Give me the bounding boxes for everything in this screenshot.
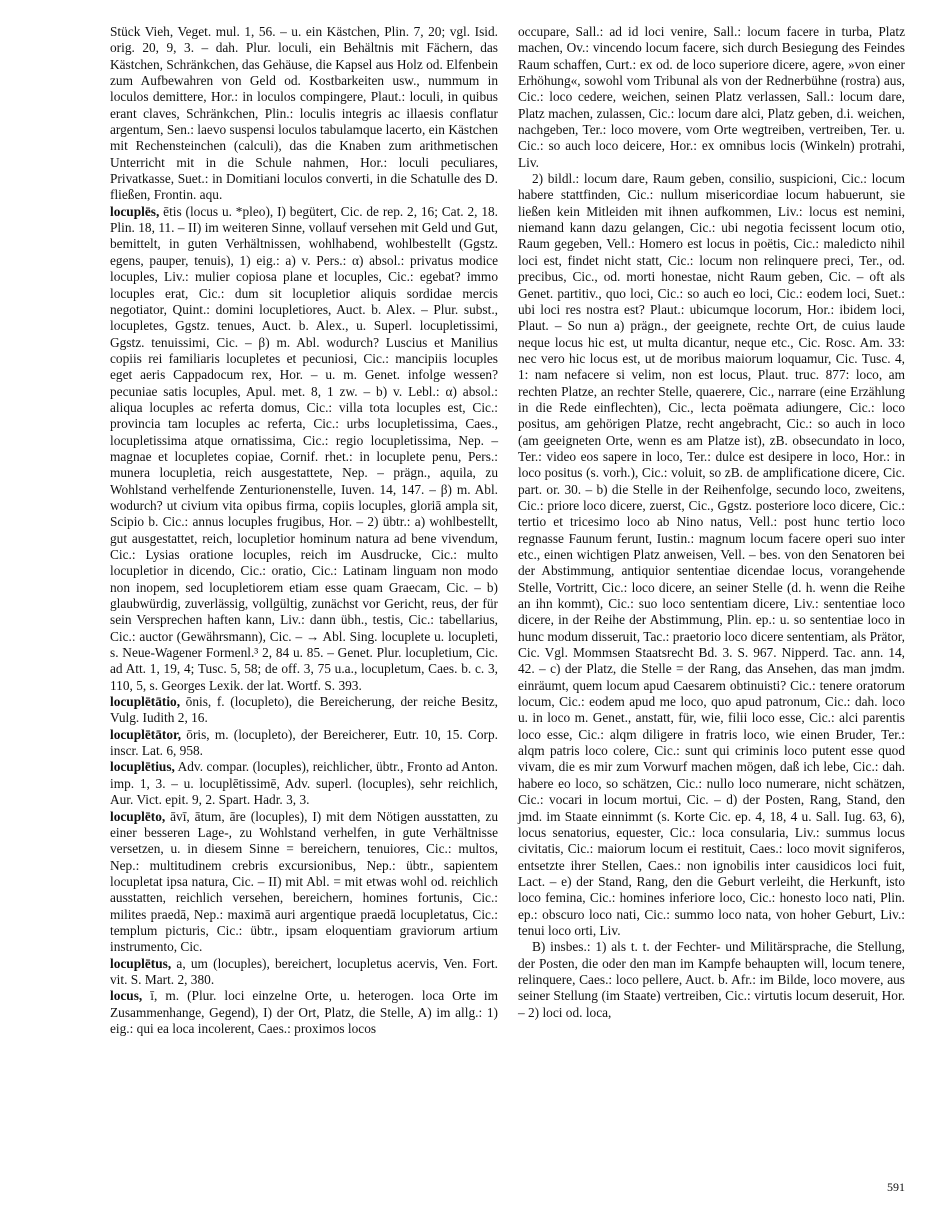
page-number: 591 [887, 1180, 905, 1194]
entry-text: B) insbes.: 1) als t. t. der Fechter- und Militärsprache, die Stellung, der Posten, die oder den man im Kampfe behaupten will, locum tenere, relinquere, Caes.: loco pellere, Auct. b. Afr.: im Bilde, loco movere, aus seiner Stellung (im Staate) vertreiben, Cic.: virtutis locum deseruit, Hor. – 2) loci od. loca, [518, 939, 905, 1020]
entry-locupletus [110, 956, 498, 989]
entry-text: 2) bildl.: locum dare, Raum geben, consilio, suspicioni, Cic.: locum habere stattfinden, Cic.: nullum misericordiae locum habuerunt, sie ließen kein Mitleiden mit ihnen aufkommen, Liv.: locus est nemini, niemand kann dazu gelangen, Cic.: ubi negotia fecissent locum otio, Raum gegeben, Vell.: Homero est locus in poëtis, Cic.: maledicto nihil loci est, findet nicht statt, Cic.: locum non relinquere preci, Ter., od. precibus, Cic., od. morti honestae, nicht Raum geben, Cic. – oft als Genet. partitiv., quo loci, Cic.: so auch eo loci, Cic.: eodem loci, Suet.: ubi loci res nostra est? Plaut.: ubicumque locorum, Hor.: ibidem loci, Plaut. – So nun a) prägn., der geeignete, rechte Ort, de cuius laude neque locus hic est, ut multa dicantur, neque etc., Cic. Rosc. Am. 33: nec vero hic locus est, ut de moribus maiorum loquamur, Cic. Tusc. 4, 1: nam nefacere si velim, non est locus, Plaut. truc. 877: loco, am rechten Platze, an rechter Stelle, quaerere, Cic., narrare (eine Erzählung in die Rede einflechten), Cic., lecta poëmata adiungere, Cic.: loco positus, am gehörigen Platze, recht angebracht, Cic.: so auch in loco (am geeigneten Orte, wenn es am Platze ist), zB. obsecundato in loco, Ter.: video eos sapere in loco, Ter.: dulce est desipere in loco, Hor.: in loco positus (s. vorh.), Cic.: voluit, so zB. de amplificatione dicere, Cic. part. or. 30. – b) die Stelle in der Reihenfolge, secundo loco, zweitens, Cic.: priore loco dicere, zuerst, Cic., Ggstz. posteriore loco dicere, Cic.: tertio et tricesimo loco ab Nino natus, Vell.: post hunc tertio loco regnasse Faunum ferunt, Iustin.: magnum locum facere operi suo inter etc., einen wichtigen Platz anweisen, Vell. – bes. von den Senatoren bei der Abstimmung, antiquior sententiae dicendae locus, vorangehende Stelle, Vortritt, Cic.: loco dicere, an seiner Stelle (d. h. wenn die Reihe an ihn kommt), Cic.: suo loco sententiam dicere, Liv.: sententiae loco dicere, in der Reihe der Abstimmung, Plin. ep.: u. so sententiae loco in hunc modum disseruit, Tac.: praetorio loco dicere sententiam, als Prätor, Cic. Vgl. Mommsen Staatsrecht Bd. 3. S. 967. Nipperd. Tac. ann. 14, 42. – c) der Platz, die Stelle = der Rang, das Ansehen, das man jmdm. einräumt, quem locum apud Caesarem obtinuisti? Cic.: tenere oratorum locum, Cic.: eodem apud me loco, quo apud patronum, Cic.: dah. loco u. in loco m. Genet., anstatt, für, wie, filii loco esse, Cic.: alci parentis loco esse, Cic.: alqm diligere in fratris loco, wie einen Bruder, Ter.: alqm patris loco colere, Cic.: sunt qui criminis loco putent esse quod vivam, die es mir zum Vorwurf machen mögen, daß ich lebe, Cic.: dah. habere eo loco, so schätzen, Cic.: nullo loco numerare, nicht schätzen, Cic.: vocari in locum mortui, Cic. – d) der Posten, Rang, Stand, den jmd. im Staate einnimmt (s. Korte Cic. ep. 4, 18, 4 u. Sall. Iug. 63, 6), locus senatorius, equester, Cic.: loca consularia, Liv.: summus locus civitatis, Cic.: maiorum locum ei restituit, Caes.: loco movit signiferos, entsetzte ihrer Stellen, Caes.: non ignobilis inter causidicos loci fuit, Lact. – e) der Stand, Rang, den die Geburt verleiht, die Herkunft, isto loco femina, Cic.: homines inferiore loco, Cic.: honesto loco nati, Plin. ep.: obscuro loco nati, Cic.: summo loco nata, von hoher Geburt, Liv.: tenui loco orti, Liv. [518, 171, 905, 938]
entry-text: Adv. compar. (locuples), reichlicher, übtr., Fronto ad Anton. imp. 1, 3. – u. locuplētissimē, Adv. superl. (locuples), sehr reichlich, Aur. Vict. epit. 9, 2. Spart. Hadr. 3, 3. [110, 759, 498, 808]
entry-headword: locuplētius, [110, 759, 175, 775]
entry-headword: locuplētus, [110, 955, 172, 971]
entry-loculus-continued [110, 24, 498, 204]
entry-text: a, um (locuples), bereichert, locupletus acervis, Ven. Fort. vit. S. Mart. 2, 380. [110, 955, 498, 987]
entry-locupleto [110, 809, 498, 956]
entry-locus-continued-3 [518, 939, 905, 1021]
left-column [110, 24, 498, 1037]
right-column [518, 24, 905, 1021]
entry-text: Stück Vieh, Veget. mul. 1, 56. – u. ein Kästchen, Plin. 7, 20; vgl. Isid. orig. 20, 9, 3. – dah. Plur. loculi, ein Behältnis mit Fächern, das Kästchen, Schränkchen, das Gehäuse, die Kapsel aus Holz od. Elfenbein zum Aufbewahren von Geld od. Kostbarkeiten usw., nummum in loculos demittere, Hor.: in loculos compingere, Plaut.: loculi, in quibus erant claves, Schränkchen, Plin.: loculis integris ac illaesis conflatur argentum, Sen.: laevo suspensi loculos tabulamque lacerto, ein Kästchen mit Rechensteinchen (calculi), das die Knaben zum arithmetischen Unterricht mit in die Schule nahmen, Hor.: loculi peculiares, Privatkasse, Suet.: in Domitiani loculos converti, in die Schatulle des D. fließen, Frontin. aqu. [110, 24, 498, 203]
entry-headword: locuplētātio, [110, 694, 181, 710]
entry-text: ōris, m. (locupleto), der Bereicherer, Eutr. 10, 15. Corp. inscr. Lat. 6, 958. [110, 726, 498, 759]
entry-locus-continued-1 [518, 24, 905, 171]
entry-locupletius [110, 759, 498, 808]
entry-locuples [110, 204, 498, 694]
entry-headword: locuplēto, [110, 808, 166, 824]
entry-text: ētis (locus u. *pleo), I) begütert, Cic. de rep. 2, 16; Cat. 2, 18. Plin. 18, 11. – II) im weiteren Sinne, vollauf versehen mit Geld und Gut, bemittelt, in guten Verhältnissen, wohlhabend, wohlbestellt (Ggstz. egens, pauper, tenuis), 1) eig.: a) v. Pers.: α) absol.: privatus modice locuples, Liv.: mulier copiosa plane et locuples, Cic.: egebat? immo locuples erat, Cic.: dum sit locupletior aliquis sordidae mercis negotiator, Quint.: domini locupletiores, Auct. b. Alex. – Plur. subst., locupletes, Ggstz. tenues, Auct. b. Alex., u. Superl. locupletissimi, Ggstz. tenuissimi, Cic. – β) m. Abl. wodurch? Luscius et Manilius copiis rei familiaris locupletes et pecuniosi, Cic.: mancipiis locuples eget aeris Cappadocum rex, Hor. – u. m. Genet. infolge wessen? pecuniae satis locuples, Apul. met. 8, 1 zw. – b) v. Lebl.: α) absol.: aliqua locuples ac referta domus, Cic.: villa tota locuples est, Cic.: provincia tam locuples ac referta, Cic.: urbs locupletissima, Caes., locupletissima atque ornatissima, Cic.: regio locupletissima, Nep. – magnae et locupletes copiae, Cornif. rhet.: in locuplete penu, Pers.: munera locupletia, reich ausgestattete, Nep. – prägn., aquila, zu Wohlstand verhelfende Zenturionenstelle, Iuven. 14, 147. – β) m. Abl. wodurch? ut civium vita opibus firma, copiis locuples, gloriā ampla sit, Scipio b. Cic.: annus locuples frugibus, Hor. – 2) übtr.: a) wohlbestellt, gut ausgestattet, reich, locupletior hominum natura ad bene vivendum, Cic.: Lysias oratione locuples, reich im Ausdrucke, Cic.: multo locupletior in dicendo, Cic.: oratio, Cic.: Latinam linguam non modo non inopem, sed locupletiorem etiam esse quam Graecam, Cic. – b) glaubwürdig, zuverlässig, vollgültig, zunächst vor Gericht, reus, der für sein Versprechen haften kann, Liv.: dann übh., testis, Cic.: tabellarius, Cic.: auctor (Gewährsmann), Cic. – → Abl. Sing. locuplete u. locupleti, s. Neue-Wagener Formenl.³ 2, 84 u. 85. – Genet. Plur. locupletium, Cic. ad Att. 1, 19, 4; Tusc. 5, 58; de off. 3, 75 u.a., locupletum, Caes. b. c. 3, 110, 5, s. Georges Lexik. der lat. Wortf. S. 393. [110, 203, 498, 693]
entry-headword: locuplēs, [110, 203, 160, 219]
entry-locupletator [110, 727, 498, 760]
entry-text: āvī, ātum, āre (locuples), I) mit dem Nötigen ausstatten, zu einer besseren Lage-, zu Wohlstand verhelfen, in gute Verhältnisse versetzen, u. in diesem Sinne = bereichern, tenuiores, Cic.: multos, Nep.: multitudinem crebris excursionibus, Nep.: übtr., sapientem locupletat ipsa natura, Cic. – II) mit Abl. = mit etwas wohl od. reichlich ausstatten, reichlich versehen, bereichern, homines fortunis, Cic.: milites praedā, Nep.: maximā auri argentique praedā locupletatus, Cic.: templum picturis, Cic.: übtr., ipsam eloquentiam graviorum artium instrumento, Cic. [110, 808, 498, 955]
entry-locupletatio [110, 694, 498, 727]
entry-text: ōnis, f. (locupleto), die Bereicherung, der reiche Besitz, Vulg. Iudith 2, 16. [110, 694, 498, 726]
entry-text: occupare, Sall.: ad id loci venire, Sall.: locum facere in turba, Platz machen, Ov.: vincendo locum facere, sich durch Besiegung des Feindes Raum schaffen, Curt.: ex od. de loco superiore dicere, agere, »von einer Erhöhung«, sowohl vom Tribunal als von der Rednerbühne (rostra) aus, Cic.: loco cedere, weichen, seinen Platz verlassen, Sall.: locum dare, Platz machen, zulassen, Cic.: locum dare alci, Platz geben, d.i. weichen, nachgeben, Ter.: loco movere, vom Orte wegtreiben, vertreiben, Ter. u. Cic.: so auch loco deicere, Hor.: ex omnibus locis (Winkeln) protrahi, Liv. [518, 24, 905, 170]
entry-locus-continued-2 [518, 171, 905, 939]
entry-headword: locus, [110, 988, 143, 1004]
entry-text: ī, m. (Plur. loci einzelne Orte, u. heterogen. loca Orte im Zusammenhange, Gegend), I) der Ort, Platz, die Stelle, A) im allg.: 1) eig.: qui ea loca incolerent, Caes.: proximos locos [110, 988, 498, 1036]
entry-headword: locuplētātor, [110, 726, 182, 742]
entry-locus [110, 988, 498, 1037]
